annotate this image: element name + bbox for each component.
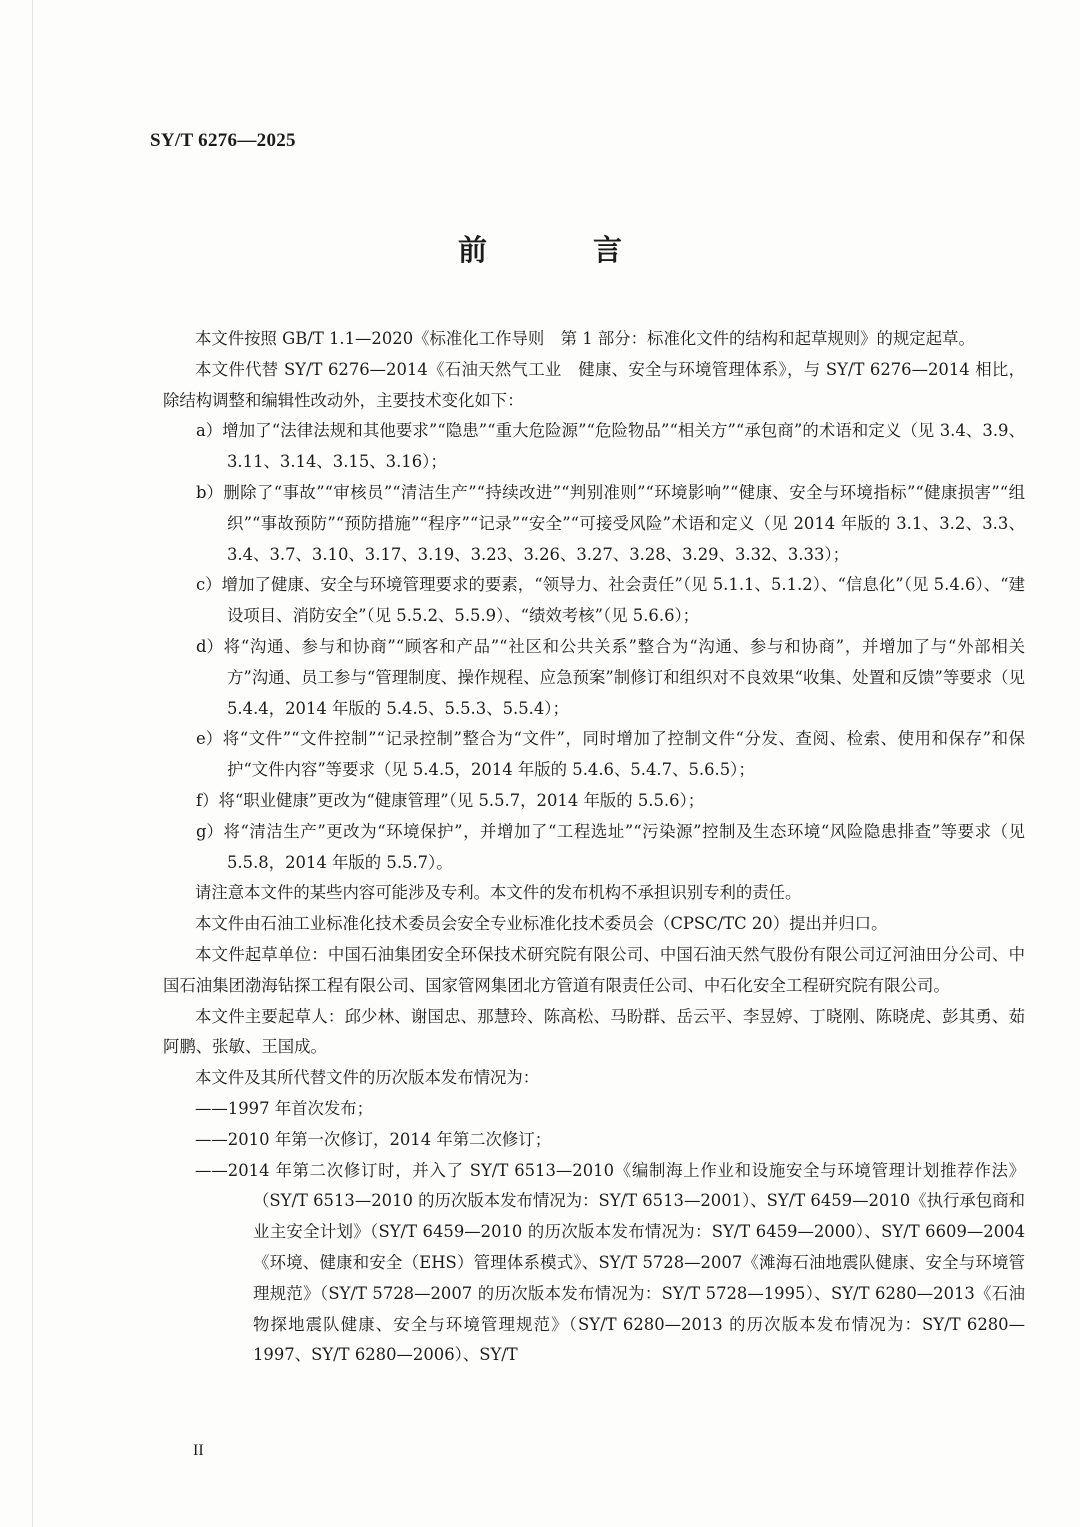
item-label: f）	[196, 790, 219, 810]
item-label: g）	[196, 821, 223, 841]
page-title: 前 言	[457, 233, 671, 267]
item-text: 删除了“事故”“审核员”“清洁生产”“持续改进”“判别准则”“环境影响”“健康、安全与环境指标”“健康损害”“组织”“事故预防”“预防措施”“程序”“记录”“安全”“可接受风险”术语和定义（见 2014 年版的 3.1、3.2、3.3、3.4、3.7、3.10、3.17、3.19、3.23、3.26、3.27、3.28、3.29、3.32、3.33）；	[222, 482, 1025, 564]
item-label: a）	[196, 421, 223, 441]
history-item	[163, 1125, 1025, 1156]
item-text: 将“文件”“文件控制”“记录控制”整合为“文件”，同时增加了控制文件“分发、查阅、检索、使用和保存”和保护“文件内容”等要求（见 5.4.5，2014 年版的 5.4.6、5.4.7、5.6.5）；	[222, 729, 1025, 780]
page-number: II	[193, 1442, 204, 1459]
intro-paragraph: 本文件代替 SY/T 6276—2014《石油天然气工业 健康、安全与环境管理体系》，与 SY/T 6276—2014 相比，除结构调整和编辑性改动外，主要技术变化如下：	[163, 359, 1025, 410]
change-item	[163, 724, 1025, 786]
item-label: b）	[196, 482, 223, 502]
change-item	[163, 416, 1025, 478]
history-text: 1997 年首次发布；	[227, 1098, 374, 1118]
item-text: 将“清洁生产”更改为“环境保护”，并增加了“工程选址”“污染源”控制及生态环境“风险隐患排查”等要求（见 5.5.8，2014 年版的 5.5.7）。	[222, 821, 1025, 872]
change-item	[163, 632, 1025, 724]
drafting-units: 本文件起草单位：中国石油集团安全环保技术研究院有限公司、中国石油天然气股份有限公司辽河油田分公司、中国石油集团渤海钻探工程有限公司、国家管网集团北方管道有限责任公司、中石化安全工程研究院有限公司。	[163, 944, 1025, 995]
dash-label: ——	[195, 1098, 228, 1118]
history-text: 2014 年第二次修订时，并入了 SY/T 6513—2010《编制海上作业和设施安全与环境管理计划推荐作法》（SY/T 6513—2010 的历次版本发布情况为：SY/T 6513—2001）、SY/T 6459—2010《执行承包商和业主安全计划》（SY/T 6459—2010 的历次版本发布情况为：SY/T 6459—2000）、SY/T 6609—2004《环境、健康和安全（EHS）管理体系模式》、SY/T 5728—2007《滩海石油地震队健康、安全与环境管理规范》（SY/T 5728—2007 的历次版本发布情况为：SY/T 5728—1995）、SY/T 6280—2013《石油物探地震队健康、安全与环境管理规范》（SY/T 6280—2013 的历次版本发布情况为：SY/T 6280—1997、SY/T 6280—2006）、SY/T	[227, 1160, 1025, 1365]
committee-note: 本文件由石油工业标准化技术委员会安全专业标准化技术委员会（CPSC/TC 20）提出并归口。	[195, 914, 888, 934]
history-text: 2010 年第一次修订，2014 年第二次修订；	[227, 1129, 552, 1149]
change-item	[163, 817, 1025, 879]
change-item	[163, 478, 1025, 570]
change-item	[163, 570, 1025, 632]
item-label: c）	[196, 575, 222, 595]
patent-note: 请注意本文件的某些内容可能涉及专利。本文件的发布机构不承担识别专利的责任。	[195, 883, 802, 903]
intro-paragraph: 本文件按照 GB/T 1.1—2020《标准化工作导则 第 1 部分：标准化文件的结构和起草规则》的规定起草。	[195, 329, 975, 348]
foreword-body	[163, 324, 1025, 1371]
item-label: d）	[196, 636, 223, 656]
item-label: e）	[196, 729, 223, 749]
item-text: 增加了健康、安全与环境管理要求的要素，“领导力、社会责任”（见 5.1.1、5.1.2）、“信息化”（见 5.4.6）、“建设项目、消防安全”（见 5.5.2、5.5.9）、“绩效考核”（见 5.6.6）；	[221, 575, 1025, 626]
dash-label: ——	[195, 1160, 228, 1180]
item-text: 将“职业健康”更改为“健康管理”（见 5.5.7，2014 年版的 5.5.6）；	[218, 790, 705, 810]
drafters: 本文件主要起草人：邱少林、谢国忠、那慧玲、陈高松、马盼群、岳云平、李昱婷、丁晓刚、陈晓虎、彭其勇、茹阿鹏、张敏、王国成。	[163, 1006, 1025, 1057]
item-text: 将“沟通、参与和协商”“顾客和产品”“社区和公共关系”整合为“沟通、参与和协商”，并增加了与“外部相关方”沟通、员工参与“管理制度、操作规程、应急预案”制修订和组织对不良效果“收集、处置和反馈”等要求（见 5.4.4，2014 年版的 5.4.5、5.5.3、5.5.4）；	[222, 636, 1025, 718]
item-text: 增加了“法律法规和其他要求”“隐患”“重大危险源”“危险物品”“相关方”“承包商”的术语和定义（见 3.4、3.9、3.11、3.14、3.15、3.16）；	[222, 421, 1025, 472]
history-item	[163, 1156, 1025, 1372]
dash-label: ——	[195, 1129, 228, 1149]
history-intro: 本文件及其所代替文件的历次版本发布情况为：	[195, 1068, 540, 1088]
history-item	[163, 1094, 1025, 1125]
change-item	[163, 786, 1025, 817]
standard-code: SY/T 6276—2025	[150, 130, 296, 151]
